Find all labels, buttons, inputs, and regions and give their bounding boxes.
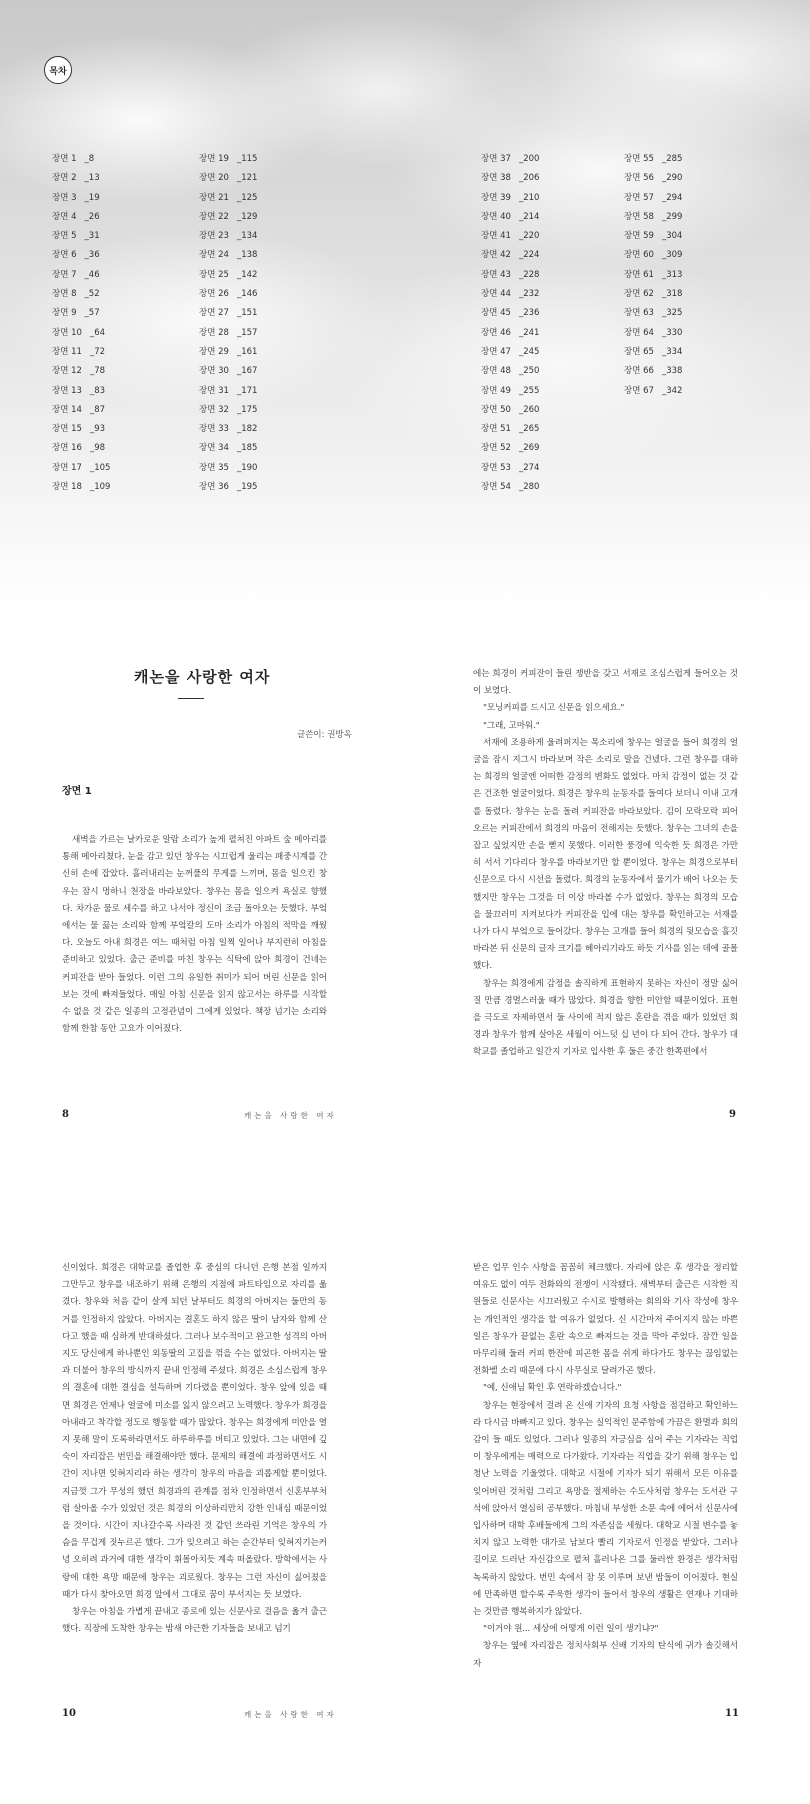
toc-entry-page: _142 [236, 269, 258, 280]
toc-entry-label: 장면 58 [624, 211, 654, 222]
toc-entry-page: _93 [89, 424, 106, 435]
toc-entry-page: _220 [518, 231, 540, 242]
toc-entry-label: 장면 39 [481, 192, 511, 203]
toc-entry [481, 246, 601, 265]
toc-entry-page: _318 [661, 289, 683, 300]
toc-entry [199, 382, 319, 401]
toc-entry [199, 208, 319, 227]
toc-entry [624, 304, 744, 323]
toc-entry [624, 343, 744, 362]
toc-entry-page: _72 [89, 346, 106, 357]
toc-entry-page: _13 [84, 173, 100, 184]
toc-entry [199, 362, 319, 381]
toc-entry-page: _330 [661, 327, 683, 338]
toc-entry-page: _36 [84, 250, 100, 261]
toc-entry-label: 장면 42 [481, 250, 511, 261]
toc-entry-label: 장면 5 [52, 231, 77, 242]
toc-entry [199, 150, 319, 169]
toc-entry-page: _26 [84, 211, 100, 222]
toc-entry [52, 420, 172, 439]
toc-entry-page: _134 [236, 231, 258, 242]
toc-entry-label: 장면 15 [52, 424, 82, 435]
toc-entry-label: 장면 33 [199, 424, 229, 435]
toc-entry [199, 401, 319, 420]
toc-entry-label: 장면 37 [481, 154, 511, 164]
toc-entry-page: _325 [661, 308, 683, 319]
toc-entry-page: _64 [89, 327, 106, 338]
table-of-contents [0, 0, 810, 610]
page-11 [405, 1210, 810, 1804]
toc-entry-label: 장면 36 [199, 482, 229, 493]
toc-entry-page: _115 [236, 154, 258, 164]
paragraph: 신이었다. 희경은 대학교를 졸업한 후 중심의 다니던 은행 본점 일까지 그만두고 창우를 내조하기 위해 은행의 지점에 파트타임으로 자리를 옮겼다. 창우와 처음 같이 살게 되던 날부터도 희경의 아버지는 둘만의 동거를 인정하지 않았다. 아버지는 결혼도 하지 않은 딸이 남자와 함께 산다고 했을 때 심하게 반대하셨다. 그러나 보수적이고 완고한 성격의 아버지도 당신에게 하나뿐인 외동딸의 고집을 꺾을 수는 없었다. 아버지는 딸과 더불어 창우의 방식까지 끝내 인정해 주셨다. 희경은 소심스럽게 창우의 결혼에 대한 결심을 설득하며 기다렸을 뿐이었다. 창우 앞에 있을 때면 희경은 언제나 얼굴에 미소를 잃지 않으려고 노력했다. 창우가 희경을 아내라고 착각할 정도로 행동할 때가 많았다. 창우는 희경에게 미안을 열지 못해 말이 도록하라면서도 하루하루를 버티고 있었다. 그는 내면에 깊숙이 자리잡은 번민을 해결해야만 했다. 문제의 해결에 과정하면서도 시간이 지나면 잊혀지리라 하는 생각이 창우의 마음을 괴롭게할 뿐이었다. 지금껏 그가 무성의 했던 희경과의 관계를 점차 인정하면서 신혼부부처럼 살아올 수가 있었던 것은 희경의 이상하리만치 강한 인내심 때문이었을 것이다. 시간이 지나갈수록 사라진 것 같던 쓰라린 기억은 창우의 가슴을 무겁게 짓누르곤 했다. 그가 잊으려고 하는 순간부터 잊혀지기는커녕 오히려 과거에 대한 생각이 휘몰아치듯 계속 떠올랐다. 방학에서는 사랑에 대한 욕망 때문에 창우는 괴로웠다. 창우는 그런 자신이 싫어졌을 때가 다시 찾아오면 희경 앞에서 그대로 꿈이 부서지는 듯 보였다. [62, 1263, 327, 1600]
toc-entry-label: 장면 4 [52, 211, 77, 222]
toc-entry-page: _125 [236, 192, 258, 203]
page-number: 10 [62, 1708, 76, 1719]
page-9 [405, 610, 810, 1210]
toc-entry-label: 장면 48 [481, 366, 511, 377]
toc-entry [624, 362, 744, 381]
toc-entry-page: _109 [89, 482, 111, 493]
page-number: 11 [725, 1708, 739, 1719]
toc-entry [52, 382, 172, 401]
toc-entry-page: _87 [89, 404, 106, 415]
dialogue-line: "그래, 고마워." [483, 720, 540, 731]
toc-entry-label: 장면 55 [624, 154, 654, 164]
toc-entry [52, 150, 172, 169]
toc-entry-label: 장면 41 [481, 231, 511, 242]
toc-entry [624, 324, 744, 343]
toc-entry [481, 401, 601, 420]
toc-entry-page: _78 [89, 366, 106, 377]
toc-entry-page: _232 [518, 289, 540, 300]
toc-entry [52, 285, 172, 304]
toc-entry-page: _245 [518, 346, 540, 357]
toc-entry-label: 장면 45 [481, 308, 511, 319]
toc-entry [624, 169, 744, 188]
toc-entry-page: _210 [518, 192, 540, 203]
toc-entry-page: _214 [518, 211, 540, 222]
toc-entry-label: 장면 34 [199, 443, 229, 454]
toc-entry-page: _146 [236, 289, 258, 300]
running-title: 캐논을 사랑한 여자 [244, 1710, 337, 1719]
toc-entry-label: 장면 6 [52, 250, 77, 261]
toc-entry [199, 227, 319, 246]
toc-entry [52, 246, 172, 265]
toc-entry-label: 장면 47 [481, 346, 511, 357]
toc-entry [52, 189, 172, 208]
toc-entry-label: 장면 57 [624, 192, 654, 203]
toc-entry [481, 285, 601, 304]
toc-entry-label: 장면 8 [52, 289, 77, 300]
toc-entry-label: 장면 63 [624, 308, 654, 319]
toc-entry-label: 장면 38 [481, 173, 511, 184]
toc-entry-page: _31 [84, 231, 100, 242]
toc-entry-page: _151 [236, 308, 258, 319]
toc-entry-label: 장면 61 [624, 269, 654, 280]
toc-entry-label: 장면 40 [481, 211, 511, 222]
toc-entry-label: 장면 60 [624, 250, 654, 261]
toc-entry-page: _304 [661, 231, 683, 242]
toc-entry-page: _206 [518, 173, 540, 184]
toc-entry-label: 장면 66 [624, 366, 654, 377]
toc-entry-page: _255 [518, 385, 540, 396]
toc-entry-page: _98 [89, 443, 106, 454]
toc-entry-label: 장면 35 [199, 462, 229, 473]
toc-entry [481, 227, 601, 246]
page-number: 9 [729, 1109, 736, 1120]
toc-entry-page: _57 [84, 308, 100, 319]
toc-entry-label: 장면 31 [199, 385, 229, 396]
title-divider [178, 698, 204, 699]
toc-entry-label: 장면 30 [199, 366, 229, 377]
toc-entry [481, 420, 601, 439]
toc-entry-label: 장면 59 [624, 231, 654, 242]
toc-entry-page: _228 [518, 269, 540, 280]
toc-entry [624, 382, 744, 401]
toc-entry-label: 장면 23 [199, 231, 229, 242]
page-number: 8 [62, 1109, 69, 1120]
toc-entry-label: 장면 44 [481, 289, 511, 300]
toc-entry [481, 208, 601, 227]
toc-entry-page: _175 [236, 404, 258, 415]
toc-entry-page: _313 [661, 269, 683, 280]
toc-entry-page: _185 [236, 443, 258, 454]
page-8 [0, 610, 405, 1210]
toc-entry-page: _161 [236, 346, 258, 357]
toc-entry [481, 266, 601, 285]
toc-entry [199, 478, 319, 497]
toc-entry-label: 장면 29 [199, 346, 229, 357]
toc-entry [52, 478, 172, 497]
toc-entry [199, 304, 319, 323]
toc-entry [199, 459, 319, 478]
toc-entry-page: _182 [236, 424, 258, 435]
toc-entry-label: 장면 18 [52, 482, 82, 493]
toc-entry-label: 장면 26 [199, 289, 229, 300]
toc-entry-label: 장면 10 [52, 327, 82, 338]
dialogue-line: "이거야 원... 세상에 어떻게 이런 일이 생기냐?" [483, 1624, 659, 1635]
toc-entry [481, 324, 601, 343]
toc-entry [481, 189, 601, 208]
toc-entry-page: _19 [84, 192, 100, 203]
body-text [62, 832, 327, 1038]
toc-entry [481, 150, 601, 169]
toc-entry [624, 189, 744, 208]
toc-entry-page: _250 [518, 366, 540, 377]
toc-entry-page: _280 [518, 482, 540, 493]
toc-entry [624, 285, 744, 304]
toc-entry-label: 장면 62 [624, 289, 654, 300]
toc-entry-label: 장면 7 [52, 269, 77, 280]
paragraph: 새벽을 가르는 날카로운 알람 소리가 높게 펼쳐진 아파트 숲 메아리를 통해 메아리쳤다. 눈을 감고 있던 창우는 시끄럽게 울리는 패중시계를 간신히 손에 잡았다. 흘러내리는 눈꺼풀의 무게를 느끼며, 몸을 일으킨 창우는 잠시 멍하니 천장을 바라보았다. 창우는 몸을 일으켜 욕실로 향했다. 차가운 물로 세수를 하고 나서야 정신이 조금 돌아오는 듯했다. 부엌에서는 물 끓는 소리와 함께 부엌칼의 도마 소리가 아침의 적막을 깨웠다. 오늘도 아내 희경은 여느 때처럼 아침 일찍 일어나 부지런히 아침을 준비하고 있었다. 출근 준비를 마친 창우는 식탁에 앉아 희경이 건네는 커피잔을 받아 들었다. 이런 그의 유일한 취미가 되어 버린 신문을 읽어 보는 것에 빠져들었다. 매일 아침 신문을 읽지 않고서는 하루를 시작할 수 없을 것 같은 일종의 고정관념이 그에게 있었다. 책장 넘기는 소리와 함께 한참 동안 고요가 이어졌다. [62, 835, 327, 1035]
paragraph: 창우는 현장에서 걸려 온 신애 기자의 요청 사항을 점검하고 확인하느라 다시금 바빠지고 있다. 창우는 실익적인 문주함에 가끔은 환멸과 회의감이 들 때도 있었다. 그러나 일종의 자긍심을 심어 주는 기자라는 직업이 창우에게는 매력으로 다가왔다. 기자라는 직업을 갖기 위해 창우는 입청난 노력을 기울였다. 대학교 시절에 기자가 되기 위해서 모든 이유를 잊어버린 것처럼 그리고 욕망을 절제하는 수도사처럼 창우는 도서관 구석에 앉아서 열심히 공부했다. 마침내 부성한 소문 속에 에어서 신문사에 입사하며 대학 후배들에게 그의 자존심을 세웠다. 대학교 시절 변수를 놓치지 않고 노력한 대가로 남보다 빨리 기자로서 인정을 받았다. 그러나 길이로 드러난 자신감으로 펼쳐 흘러나온 그를 둘러싼 환경은 생각처럼 녹록하지 않았다. 번민 속에서 잠 못 이루며 보낸 밤들이 이어졌다. 현실에 만족하면 할수록 주욱한 생각이 들어서 창우의 생활은 연재나 기대하는 것만큼 행복하지가 않았다. [473, 1400, 738, 1618]
toc-entry [624, 246, 744, 265]
toc-entry-page: _157 [236, 327, 258, 338]
toc-entry [481, 362, 601, 381]
toc-column-1 [52, 150, 172, 497]
dialogue-line: "예, 신애님 확인 후 연락하겠습니다." [483, 1383, 622, 1394]
toc-entry-label: 장면 11 [52, 346, 82, 357]
toc-entry-page: _309 [661, 250, 683, 261]
toc-entry-page: _299 [661, 211, 683, 222]
toc-entry-label: 장면 53 [481, 462, 511, 473]
toc-entry-page: _138 [236, 250, 258, 261]
toc-entry-label: 장면 2 [52, 173, 77, 184]
toc-entry [52, 304, 172, 323]
toc-entry [52, 401, 172, 420]
toc-entry-page: _46 [84, 269, 100, 280]
toc-entry-page: _241 [518, 327, 540, 338]
toc-entry-label: 장면 14 [52, 404, 82, 415]
paragraph: 창우는 아침을 가볍게 끝내고 종로에 있는 신문사로 걸음을 옮겨 출근했다. 직장에 도착한 창우는 밤새 야근한 기자들을 보내고 넘기 [62, 1607, 327, 1635]
toc-entry-page: _83 [89, 385, 106, 396]
toc-entry-label: 장면 12 [52, 366, 82, 377]
toc-entry [624, 150, 744, 169]
toc-entry [481, 459, 601, 478]
toc-entry [624, 266, 744, 285]
toc-entry-page: _274 [518, 462, 540, 473]
toc-entry-label: 장면 20 [199, 173, 229, 184]
toc-entry-label: 장면 16 [52, 443, 82, 454]
toc-entry-page: _171 [236, 385, 258, 396]
paragraph: 창우는 옆에 자리잡은 정치사회부 신배 기자의 탄식에 귀가 솔깃해서 자 [473, 1641, 738, 1669]
toc-entry-label: 장면 51 [481, 424, 511, 435]
dialogue-line: "모닝커피를 드시고 신문을 읽으세요." [483, 703, 625, 714]
toc-entry [481, 478, 601, 497]
body-text [473, 666, 738, 1062]
toc-entry-page: _285 [661, 154, 683, 164]
toc-entry-label: 장면 50 [481, 404, 511, 415]
toc-entry-page: _342 [661, 385, 683, 396]
toc-entry-page: _121 [236, 173, 258, 184]
toc-entry-page: _236 [518, 308, 540, 319]
toc-badge: 목차 [44, 56, 72, 84]
toc-entry-page: _129 [236, 211, 258, 222]
toc-entry-page: _260 [518, 404, 540, 415]
toc-entry [624, 227, 744, 246]
toc-entry-label: 장면 24 [199, 250, 229, 261]
toc-entry-page: _269 [518, 443, 540, 454]
toc-entry [199, 343, 319, 362]
toc-entry-label: 장면 28 [199, 327, 229, 338]
toc-entry [199, 285, 319, 304]
toc-entry-page: _290 [661, 173, 683, 184]
scene-heading: 장면 1 [62, 786, 92, 797]
toc-entry-label: 장면 1 [52, 154, 77, 164]
toc-entry-label: 장면 21 [199, 192, 229, 203]
toc-entry-label: 장면 64 [624, 327, 654, 338]
toc-entry-label: 장면 25 [199, 269, 229, 280]
paragraph: 받은 업무 인수 사항을 꼼꼼히 체크했다. 자리에 앉은 후 생각을 정리할 여유도 없이 여두 전화와의 전쟁이 시작됐다. 새벽부터 출근은 시작한 직원들로 신문사는 시끄러웠고 수시로 발행하는 회의와 기사 작성에 창우는 개인적인 생각을 할 여유가 없었다. 신 시간마저 주어지지 않는 바쁜 일은 창우가 끝없는 혼란 속으로 빠져드는 것을 막아 주었다. 잠깐 일을 마무리해 둘러 커피 한잔에 피곤한 몸을 쉬게 하다가도 창우는 끊임없는 전화벨 소리 때문에 다시 사무실로 달려가곤 했다. [473, 1263, 738, 1377]
toc-entry [199, 169, 319, 188]
toc-entry-label: 장면 43 [481, 269, 511, 280]
toc-entry [52, 362, 172, 381]
body-text [473, 1260, 738, 1673]
running-title: 캐논을 사랑한 여자 [244, 1111, 337, 1120]
toc-entry-label: 장면 67 [624, 385, 654, 396]
toc-entry [52, 459, 172, 478]
toc-entry-label: 장면 17 [52, 462, 82, 473]
toc-entry [52, 343, 172, 362]
toc-entry-label: 장면 65 [624, 346, 654, 357]
toc-entry [199, 420, 319, 439]
toc-entry-page: _195 [236, 482, 258, 493]
toc-entry [52, 439, 172, 458]
toc-column-3 [481, 150, 601, 497]
toc-entry [199, 324, 319, 343]
toc-entry [481, 439, 601, 458]
toc-entry-label: 장면 13 [52, 385, 82, 396]
toc-entry [481, 169, 601, 188]
paragraph: 창우는 희경에게 감정을 솔직하게 표현하지 못하는 자신이 정말 싫어질 만큼 경멸스러울 때가 많았다. 희경을 향한 미안함 때문이었다. 표현을 극도로 자제하면서 둘 사이에 적지 않은 혼란을 겪을 때가 있었던 희경과 창우가 함께 살아온 세월이 어느덧 십 년이 다 되어 간다. 창우가 대학교를 졸업하고 일간지 기자로 입사한 후 둘은 중간 한쪽편에서 [473, 978, 738, 1058]
toc-entry [52, 227, 172, 246]
toc-column-2 [199, 150, 319, 497]
toc-entry-page: _105 [89, 462, 111, 473]
toc-entry-label: 장면 56 [624, 173, 654, 184]
toc-entry-label: 장면 46 [481, 327, 511, 338]
toc-entry-page: _167 [236, 366, 258, 377]
body-text [62, 1260, 327, 1638]
toc-entry-label: 장면 32 [199, 404, 229, 415]
author-byline: 글쓴이: 권방옥 [297, 730, 352, 740]
page-10 [0, 1210, 405, 1804]
toc-entry-page: _8 [84, 154, 95, 164]
paragraph: 서재에 조용하게 울려퍼지는 목소리에 창우는 얼굴을 들어 희경의 얼굴을 잠시 지그시 바라보며 작은 소리로 말을 건넸다. 그런 창우를 대하는 희경의 얼굴엔 어떠한 감정의 변화도 없었다. 마치 감정이 없는 것 같은 건조한 얼굴이었다. 희경은 창우의 눈동자를 들여다 보더니 이내 고개를 돌렸다. 창우는 눈을 돌려 커피잔을 바라보았다. 김이 모락모락 피어오르는 커피잔에서 희경의 마음이 전해지는 듯했다. 창우는 그녀의 손을 잡고 싶었지만 손을 뻗지 못했다. 이러한 풍경에 익숙한 듯 희경은 가만히 서서 기다리다 창우를 바라보기만 할 뿐이었다. 창우는 희경으로부터 신문으로 다시 시선을 돌렸다. 희경의 눈동자에서 물기가 배어 나오는 듯 했지만 창우는 그것을 더 이상 바라볼 수가 없었다. 창우는 희경의 모습을 물끄러미 지켜보다가 커피잔을 입에 대는 창우를 확인하고는 서재를 나가 다시 부엌으로 들어갔다. 창우는 고개를 들어 희경의 뒷모습을 흘깃 바라본 뒤 신문의 글자 크기를 헤아리기라도 하듯 기사를 읽는 데에 골몰했다. [473, 737, 738, 972]
toc-entry [52, 169, 172, 188]
toc-entry-page: _224 [518, 250, 540, 261]
toc-entry-label: 장면 19 [199, 154, 229, 164]
toc-entry-label: 장면 22 [199, 211, 229, 222]
toc-entry [481, 343, 601, 362]
toc-entry-page: _294 [661, 192, 683, 203]
chapter-title: 캐논을 사랑한 여자 [134, 668, 271, 686]
toc-entry-page: _52 [84, 289, 100, 300]
toc-entry-label: 장면 52 [481, 443, 511, 454]
toc-entry [52, 208, 172, 227]
toc-entry-page: _200 [518, 154, 540, 164]
toc-entry-label: 장면 9 [52, 308, 77, 319]
toc-entry [199, 439, 319, 458]
toc-entry [52, 324, 172, 343]
toc-entry [481, 382, 601, 401]
toc-entry [52, 266, 172, 285]
toc-entry-page: _265 [518, 424, 540, 435]
toc-entry [199, 189, 319, 208]
toc-entry [199, 246, 319, 265]
toc-column-4 [624, 150, 744, 401]
toc-entry [481, 304, 601, 323]
toc-entry-page: _334 [661, 346, 683, 357]
toc-entry-label: 장면 49 [481, 385, 511, 396]
paragraph: 에는 희경이 커피잔이 들린 쟁반을 갖고 서재로 조심스럽게 들어오는 것이 보였다. [473, 669, 738, 697]
toc-entry-label: 장면 54 [481, 482, 511, 493]
toc-entry [199, 266, 319, 285]
toc-entry-page: _190 [236, 462, 258, 473]
toc-entry-label: 장면 27 [199, 308, 229, 319]
toc-entry [624, 208, 744, 227]
toc-entry-page: _338 [661, 366, 683, 377]
toc-entry-label: 장면 3 [52, 192, 77, 203]
